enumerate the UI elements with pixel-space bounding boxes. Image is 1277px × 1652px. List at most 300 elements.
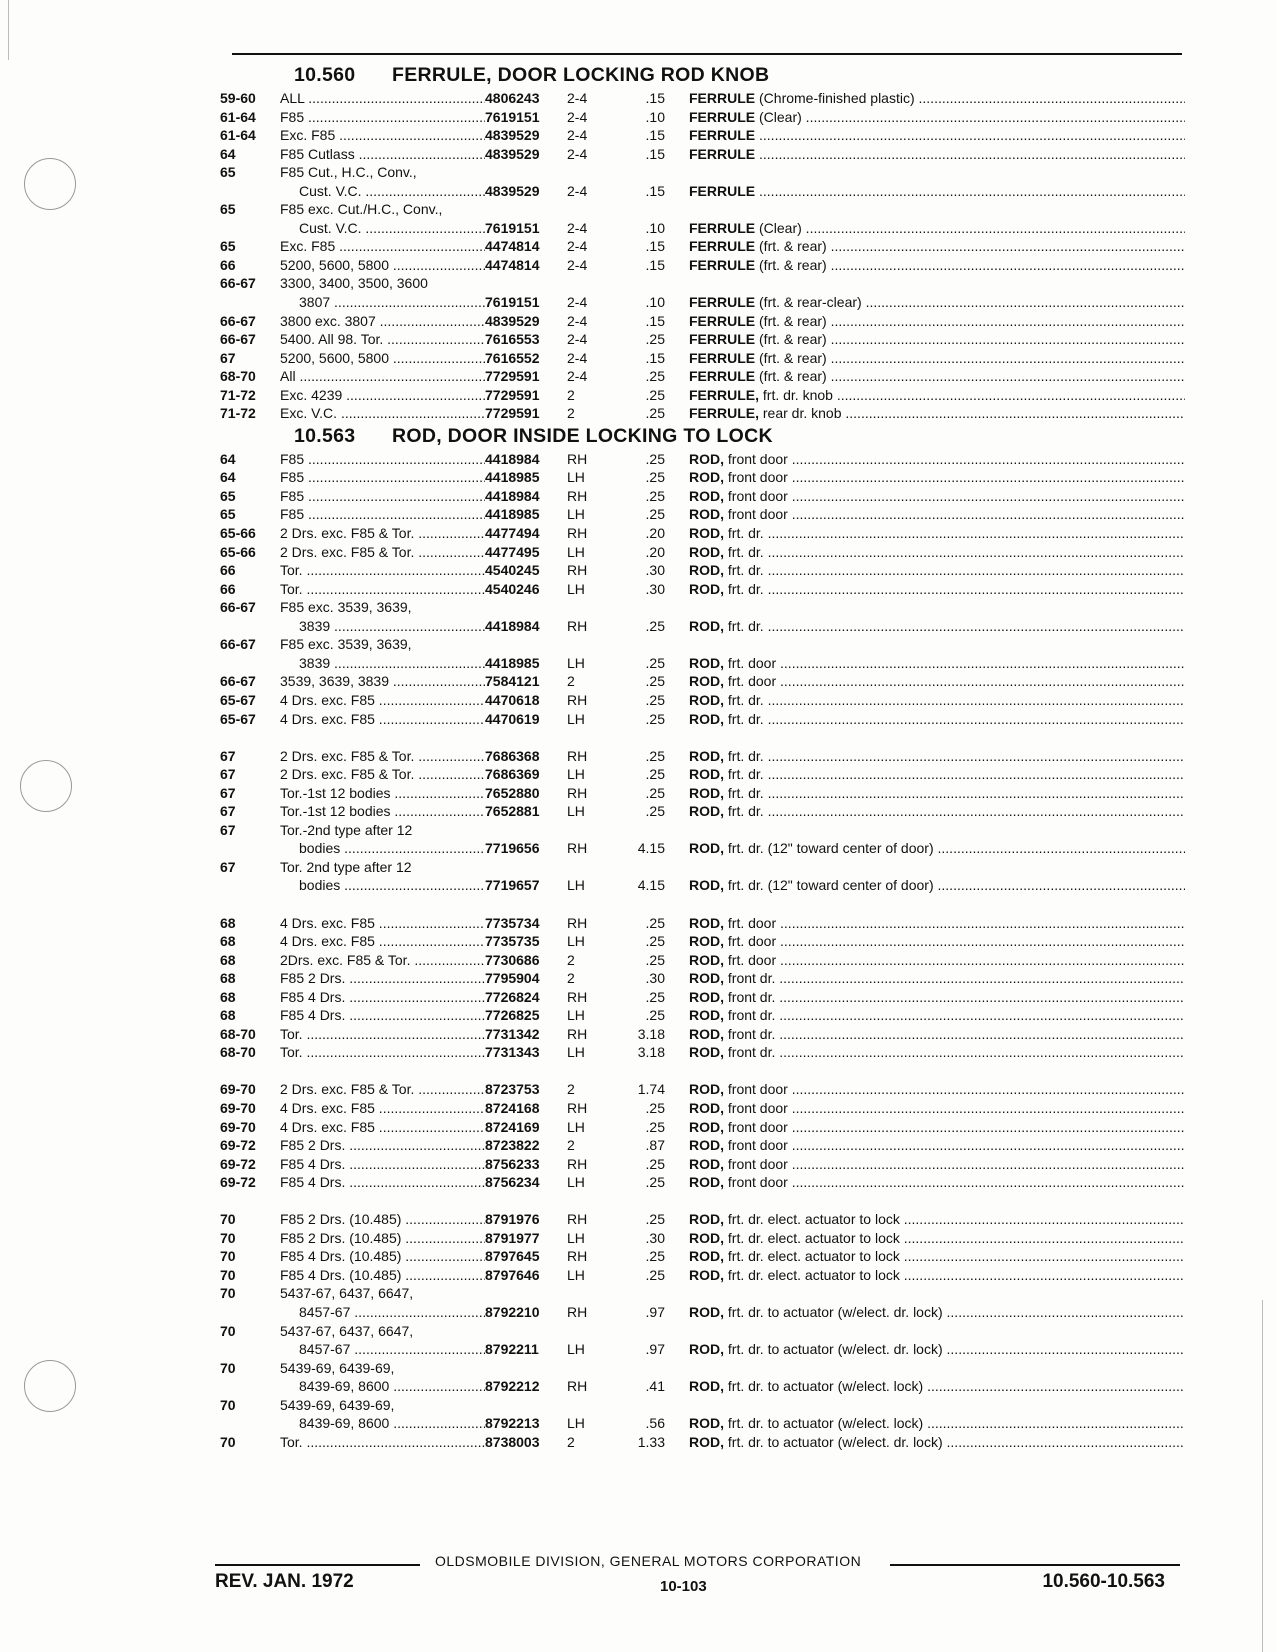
quantity: LH xyxy=(567,803,585,820)
model-years: 67 xyxy=(220,784,236,801)
parts-row xyxy=(220,312,1185,331)
model-years: 66-67 xyxy=(220,673,256,690)
parts-row xyxy=(220,524,1185,543)
model-text: 5439-69, 6439-69, xyxy=(280,1396,395,1413)
description xyxy=(689,505,1185,524)
model-years xyxy=(220,182,280,201)
parts-row xyxy=(220,108,1185,127)
description-name: ROD, xyxy=(689,450,724,467)
part-number: 4540246 xyxy=(485,580,540,597)
description-text: frt. dr. ..... xyxy=(724,692,1185,708)
parts-row xyxy=(220,505,1185,524)
model-text: bodies ..... xyxy=(299,877,485,893)
model-text: Exc. F85 ..... xyxy=(280,127,485,143)
quantity: LH xyxy=(567,1229,585,1246)
part-number xyxy=(485,274,567,293)
description-name: ROD, xyxy=(689,543,724,560)
quantity: RH xyxy=(567,1248,588,1265)
price: .25 xyxy=(645,469,665,486)
model-application xyxy=(280,1173,485,1192)
model-years: 70 xyxy=(220,1211,236,1228)
description-name: ROD, xyxy=(689,1137,724,1154)
parts-row xyxy=(220,654,1185,673)
description xyxy=(689,969,1185,988)
model-application xyxy=(280,672,485,691)
model-years: 71-72 xyxy=(220,386,256,403)
part-number: 7616553 xyxy=(485,331,540,348)
description-name: FERRULE xyxy=(689,349,756,366)
parts-row xyxy=(220,1118,1185,1137)
model-text: F85 ..... xyxy=(280,488,485,504)
price: .25 xyxy=(645,710,665,727)
description-text: (Clear) ..... xyxy=(755,220,1185,236)
part-number: 7731343 xyxy=(485,1044,540,1061)
description xyxy=(689,876,1185,895)
price: .25 xyxy=(645,1174,665,1191)
parts-row xyxy=(220,1210,1185,1229)
model-text: 3839 ..... xyxy=(299,655,485,671)
quantity: LH xyxy=(567,1007,585,1024)
parts-row xyxy=(220,256,1185,275)
parts-row xyxy=(220,1025,1185,1044)
parts-row xyxy=(220,349,1185,368)
part-number: 8792211 xyxy=(485,1341,539,1358)
model-text: 5437-67, 6437, 6647, xyxy=(280,1322,414,1339)
model-application xyxy=(280,1043,485,1062)
price: .15 xyxy=(645,256,665,273)
parts-row xyxy=(220,988,1185,1007)
description-text: front dr. ..... xyxy=(724,1044,1185,1060)
quantity: RH xyxy=(567,1155,588,1172)
quantity: RH xyxy=(567,525,588,542)
model-text: F85 ..... xyxy=(280,109,485,125)
parts-row xyxy=(220,635,1185,654)
quantity: LH xyxy=(567,1174,585,1191)
price: 3.18 xyxy=(637,1025,665,1042)
quantity xyxy=(567,163,605,182)
description-name: ROD, xyxy=(689,673,724,690)
description-name: ROD, xyxy=(689,988,724,1005)
description-text: front door ..... xyxy=(724,1100,1185,1116)
parts-row xyxy=(220,932,1185,951)
parts-row xyxy=(220,1155,1185,1174)
description-name: ROD, xyxy=(689,877,724,894)
model-years xyxy=(220,654,280,673)
parts-row xyxy=(220,487,1185,506)
description-name: ROD, xyxy=(689,469,724,486)
part-number: 7652881 xyxy=(485,803,540,820)
row-spacer xyxy=(220,1062,1185,1081)
description xyxy=(689,1025,1185,1044)
model-years xyxy=(220,617,280,636)
description xyxy=(689,1043,1185,1062)
section-number: 10.560 xyxy=(294,64,356,86)
model-years: 66-67 xyxy=(220,331,256,348)
description xyxy=(689,330,1185,349)
model-text: Tor.-1st 12 bodies ..... xyxy=(280,785,485,801)
model-application xyxy=(280,1210,485,1229)
description xyxy=(689,580,1185,599)
model-application xyxy=(280,654,485,673)
description xyxy=(689,1266,1185,1285)
model-text: 3800 exc. 3807 ..... xyxy=(280,313,485,329)
model-text: F85 4 Drs. ..... xyxy=(280,989,485,1005)
quantity: 2 xyxy=(567,951,575,968)
quantity: 2-4 xyxy=(567,312,588,329)
part-number: 4470618 xyxy=(485,691,540,708)
description xyxy=(689,274,1185,293)
part-number: 4839529 xyxy=(485,312,540,329)
parts-row xyxy=(220,784,1185,803)
model-application xyxy=(280,1118,485,1137)
model-application xyxy=(280,1433,485,1452)
description-name: ROD, xyxy=(689,654,724,671)
model-text: F85 Cut., H.C., Conv., xyxy=(280,164,417,181)
price: .25 xyxy=(645,368,665,385)
quantity: RH xyxy=(567,914,588,931)
part-number: 7686368 xyxy=(485,747,540,764)
description-text: frt. dr. to actuator (w/elect. lock) ..... xyxy=(724,1415,1185,1431)
quantity xyxy=(567,635,605,654)
description-text: frt. dr. to actuator (w/elect. dr. lock) ..... xyxy=(724,1304,1185,1320)
parts-row xyxy=(220,1136,1185,1155)
description xyxy=(689,598,1185,617)
price: .15 xyxy=(645,127,665,144)
description-name: FERRULE xyxy=(689,127,756,144)
model-application xyxy=(280,108,485,127)
description-text: frt. dr. elect. actuator to lock ..... xyxy=(724,1267,1185,1283)
description-name: ROD, xyxy=(689,617,724,634)
model-years: 70 xyxy=(220,1266,236,1283)
description-text xyxy=(755,183,1185,199)
binder-hole-bottom xyxy=(24,1360,76,1412)
parts-row xyxy=(220,1284,1185,1303)
quantity xyxy=(567,1322,605,1341)
model-text: 2 Drs. exc. F85 & Tor. ..... xyxy=(280,766,485,782)
price: .10 xyxy=(645,108,665,125)
model-application xyxy=(280,237,485,256)
model-application xyxy=(280,404,485,423)
description-text xyxy=(755,146,1185,162)
price: .20 xyxy=(645,525,665,542)
model-text: F85 4 Drs. ..... xyxy=(280,1156,485,1172)
quantity: 2-4 xyxy=(567,182,588,199)
page-edge-mark xyxy=(8,0,9,60)
part-number: 7730686 xyxy=(485,951,540,968)
model-text: F85 exc. Cut./H.C., Conv., xyxy=(280,201,443,218)
description-name: ROD, xyxy=(689,1099,724,1116)
quantity: LH xyxy=(567,543,585,560)
model-application xyxy=(280,1266,485,1285)
price: .25 xyxy=(645,386,665,403)
model-application xyxy=(280,1322,485,1341)
description xyxy=(689,1118,1185,1137)
price: .25 xyxy=(645,1248,665,1265)
model-text: 4 Drs. exc. F85 ..... xyxy=(280,711,485,727)
description-name: ROD, xyxy=(689,1211,724,1228)
model-text: F85 4 Drs. ..... xyxy=(280,1007,485,1023)
description-name: ROD, xyxy=(689,914,724,931)
description-name: ROD, xyxy=(689,1007,724,1024)
model-text: 3300, 3400, 3500, 3600 xyxy=(280,275,428,292)
price: .15 xyxy=(645,145,665,162)
model-text: 5200, 5600, 5800 ..... xyxy=(280,350,485,366)
model-application xyxy=(280,635,485,654)
model-years: 67 xyxy=(220,858,236,875)
model-years xyxy=(220,1414,280,1433)
binder-hole-top xyxy=(24,158,76,210)
description-text: frt. dr. elect. actuator to lock ..... xyxy=(724,1211,1185,1227)
description-name: ROD, xyxy=(689,506,724,523)
parts-row xyxy=(220,1043,1185,1062)
model-text: Exc. V.C. ..... xyxy=(280,405,485,421)
description-text: frt. dr. ..... xyxy=(724,803,1185,819)
description-name: ROD, xyxy=(689,747,724,764)
model-years: 67 xyxy=(220,747,236,764)
description-name: FERRULE xyxy=(689,145,756,162)
description-text: (frt. & rear) ..... xyxy=(755,257,1185,273)
part-number: 7619151 xyxy=(485,219,540,236)
description-name: ROD, xyxy=(689,951,724,968)
price: .10 xyxy=(645,294,665,311)
model-application xyxy=(280,1099,485,1118)
model-application xyxy=(280,543,485,562)
model-text: ALL ..... xyxy=(280,90,485,106)
model-application xyxy=(280,89,485,108)
price: .87 xyxy=(645,1137,665,1154)
parts-row xyxy=(220,404,1185,423)
description-text: front dr. ..... xyxy=(724,970,1185,986)
quantity xyxy=(567,1396,605,1415)
description-text: rear dr. knob ..... xyxy=(759,405,1185,421)
description xyxy=(689,988,1185,1007)
part-number: 4418984 xyxy=(485,450,540,467)
description xyxy=(689,1136,1185,1155)
model-text: Cust. V.C. ..... xyxy=(299,183,485,199)
part-number: 4477495 xyxy=(485,543,540,560)
description xyxy=(689,858,1185,877)
part-number: 4418985 xyxy=(485,469,540,486)
model-years: 70 xyxy=(220,1396,236,1413)
description-name: ROD, xyxy=(689,840,724,857)
row-spacer xyxy=(220,728,1185,747)
parts-row xyxy=(220,821,1185,840)
section-heading xyxy=(220,423,1185,450)
model-application xyxy=(280,876,485,895)
description xyxy=(689,839,1185,858)
quantity xyxy=(567,1359,605,1378)
description xyxy=(689,487,1185,506)
model-text: 5437-67, 6437, 6647, xyxy=(280,1285,414,1302)
model-years: 66-67 xyxy=(220,599,256,616)
part-number xyxy=(485,821,567,840)
description-text: frt. door ..... xyxy=(724,915,1185,931)
description-text: (frt. & rear) ..... xyxy=(755,331,1185,347)
model-text: Tor. 2nd type after 12 xyxy=(280,858,412,875)
parts-catalog xyxy=(220,62,1185,1451)
description xyxy=(689,951,1185,970)
description-text: frt. dr. elect. actuator to lock ..... xyxy=(724,1248,1185,1264)
parts-row xyxy=(220,89,1185,108)
description-text: (frt. & rear) ..... xyxy=(755,238,1185,254)
model-years: 66-67 xyxy=(220,275,256,292)
model-text: Tor. ..... xyxy=(280,562,485,578)
model-years xyxy=(220,293,280,312)
description-name: ROD, xyxy=(689,933,724,950)
price: 4.15 xyxy=(637,840,665,857)
parts-row xyxy=(220,145,1185,164)
part-number: 7735735 xyxy=(485,933,540,950)
model-application xyxy=(280,821,485,840)
price: .25 xyxy=(645,766,665,783)
quantity: 2-4 xyxy=(567,145,588,162)
description-text: frt. dr. ..... xyxy=(724,748,1185,764)
price: .30 xyxy=(645,580,665,597)
quantity: RH xyxy=(567,988,588,1005)
section-title: ROD, DOOR INSIDE LOCKING TO LOCK xyxy=(392,424,773,447)
description xyxy=(689,1229,1185,1248)
footer-section-range: 10.560-10.563 xyxy=(1042,1571,1165,1592)
part-number: 7619151 xyxy=(485,294,540,311)
price xyxy=(605,200,665,219)
model-application xyxy=(280,1006,485,1025)
description xyxy=(689,1359,1185,1378)
parts-row xyxy=(220,468,1185,487)
footer-corporation: OLDSMOBILE DIVISION, GENERAL MOTORS CORPORATION xyxy=(435,1553,862,1569)
price: .30 xyxy=(645,970,665,987)
header-rule xyxy=(232,53,1182,55)
model-application xyxy=(280,200,485,219)
price: .25 xyxy=(645,1211,665,1228)
model-years: 69-70 xyxy=(220,1099,256,1116)
model-years: 68-70 xyxy=(220,1044,256,1061)
model-text: 3807 ..... xyxy=(299,294,485,310)
part-number: 4477494 xyxy=(485,525,540,542)
part-number: 7652880 xyxy=(485,784,540,801)
description-text: frt. dr. elect. actuator to lock ..... xyxy=(724,1230,1185,1246)
model-application xyxy=(280,330,485,349)
model-text: F85 exc. 3539, 3639, xyxy=(280,599,412,616)
section-number: 10.563 xyxy=(294,424,356,447)
model-application xyxy=(280,219,485,238)
quantity: 2-4 xyxy=(567,368,588,385)
description-name: FERRULE, xyxy=(689,386,759,403)
model-application xyxy=(280,914,485,933)
description-name: ROD, xyxy=(689,1341,724,1358)
part-number xyxy=(485,598,567,617)
description-text: frt. dr. ..... xyxy=(724,766,1185,782)
part-number: 8724168 xyxy=(485,1099,540,1116)
part-number: 7719657 xyxy=(485,877,540,894)
model-text: 4 Drs. exc. F85 ..... xyxy=(280,1119,485,1135)
description-name: ROD, xyxy=(689,1118,724,1135)
quantity: 2-4 xyxy=(567,256,588,273)
model-text: Cust. V.C. ..... xyxy=(299,220,485,236)
model-text: F85 4 Drs. ..... xyxy=(280,1174,485,1190)
price xyxy=(605,598,665,617)
quantity: LH xyxy=(567,1266,585,1283)
description-name: ROD, xyxy=(689,562,724,579)
description xyxy=(689,1155,1185,1174)
parts-row xyxy=(220,598,1185,617)
price: .25 xyxy=(645,450,665,467)
model-years: 65 xyxy=(220,164,236,181)
quantity: LH xyxy=(567,654,585,671)
parts-row xyxy=(220,126,1185,145)
quantity: RH xyxy=(567,487,588,504)
part-number: 7729591 xyxy=(485,386,540,403)
quantity: LH xyxy=(567,580,585,597)
model-years: 67 xyxy=(220,821,236,838)
description-name: ROD, xyxy=(689,1304,724,1320)
description xyxy=(689,932,1185,951)
quantity: 2 xyxy=(567,673,575,690)
description-name: ROD, xyxy=(689,1081,724,1098)
row-spacer xyxy=(220,895,1185,914)
quantity: RH xyxy=(567,562,588,579)
model-text: 2 Drs. exc. F85 & Tor. ..... xyxy=(280,544,485,560)
description-name: ROD, xyxy=(689,1229,724,1246)
part-number xyxy=(485,1359,567,1378)
part-number: 4839529 xyxy=(485,182,540,199)
footer-rule-left xyxy=(215,1564,420,1566)
quantity: RH xyxy=(567,1025,588,1042)
model-years: 65-66 xyxy=(220,543,256,560)
quantity: RH xyxy=(567,840,588,857)
model-years: 65-67 xyxy=(220,710,256,727)
parts-row xyxy=(220,951,1185,970)
model-text: 2Drs. exc. F85 & Tor. ..... xyxy=(280,952,485,968)
price: 1.33 xyxy=(637,1433,665,1450)
description xyxy=(689,710,1185,729)
parts-row xyxy=(220,672,1185,691)
description-text: front door ..... xyxy=(724,1156,1185,1172)
part-number: 7726824 xyxy=(485,988,540,1005)
description-text: (frt. & rear) ..... xyxy=(755,368,1185,384)
part-number: 4540245 xyxy=(485,562,540,579)
model-text: bodies ..... xyxy=(299,840,485,856)
description xyxy=(689,1322,1185,1341)
description-text: frt. dr. to actuator (w/elect. dr. lock) ..... xyxy=(724,1341,1185,1357)
parts-row xyxy=(220,710,1185,729)
part-number: 7619151 xyxy=(485,108,540,125)
quantity: RH xyxy=(567,747,588,764)
quantity: LH xyxy=(567,1341,585,1358)
parts-row xyxy=(220,1303,1185,1322)
parts-row xyxy=(220,450,1185,469)
description xyxy=(689,1414,1185,1433)
part-number: 7735734 xyxy=(485,914,540,931)
description xyxy=(689,126,1185,145)
description-name: ROD, xyxy=(689,1433,724,1450)
quantity xyxy=(567,1284,605,1303)
part-number: 7726825 xyxy=(485,1007,540,1024)
model-application xyxy=(280,182,485,201)
price: .25 xyxy=(645,691,665,708)
parts-row xyxy=(220,219,1185,238)
description-text: frt. dr. ..... xyxy=(724,562,1185,578)
parts-row xyxy=(220,367,1185,386)
model-text: F85 2 Drs. ..... xyxy=(280,970,485,986)
price: .25 xyxy=(645,1099,665,1116)
price: .25 xyxy=(645,673,665,690)
parts-row xyxy=(220,200,1185,219)
description xyxy=(689,1210,1185,1229)
description-name: ROD, xyxy=(689,784,724,801)
price: .56 xyxy=(645,1415,665,1432)
quantity: RH xyxy=(567,691,588,708)
parts-row xyxy=(220,1396,1185,1415)
